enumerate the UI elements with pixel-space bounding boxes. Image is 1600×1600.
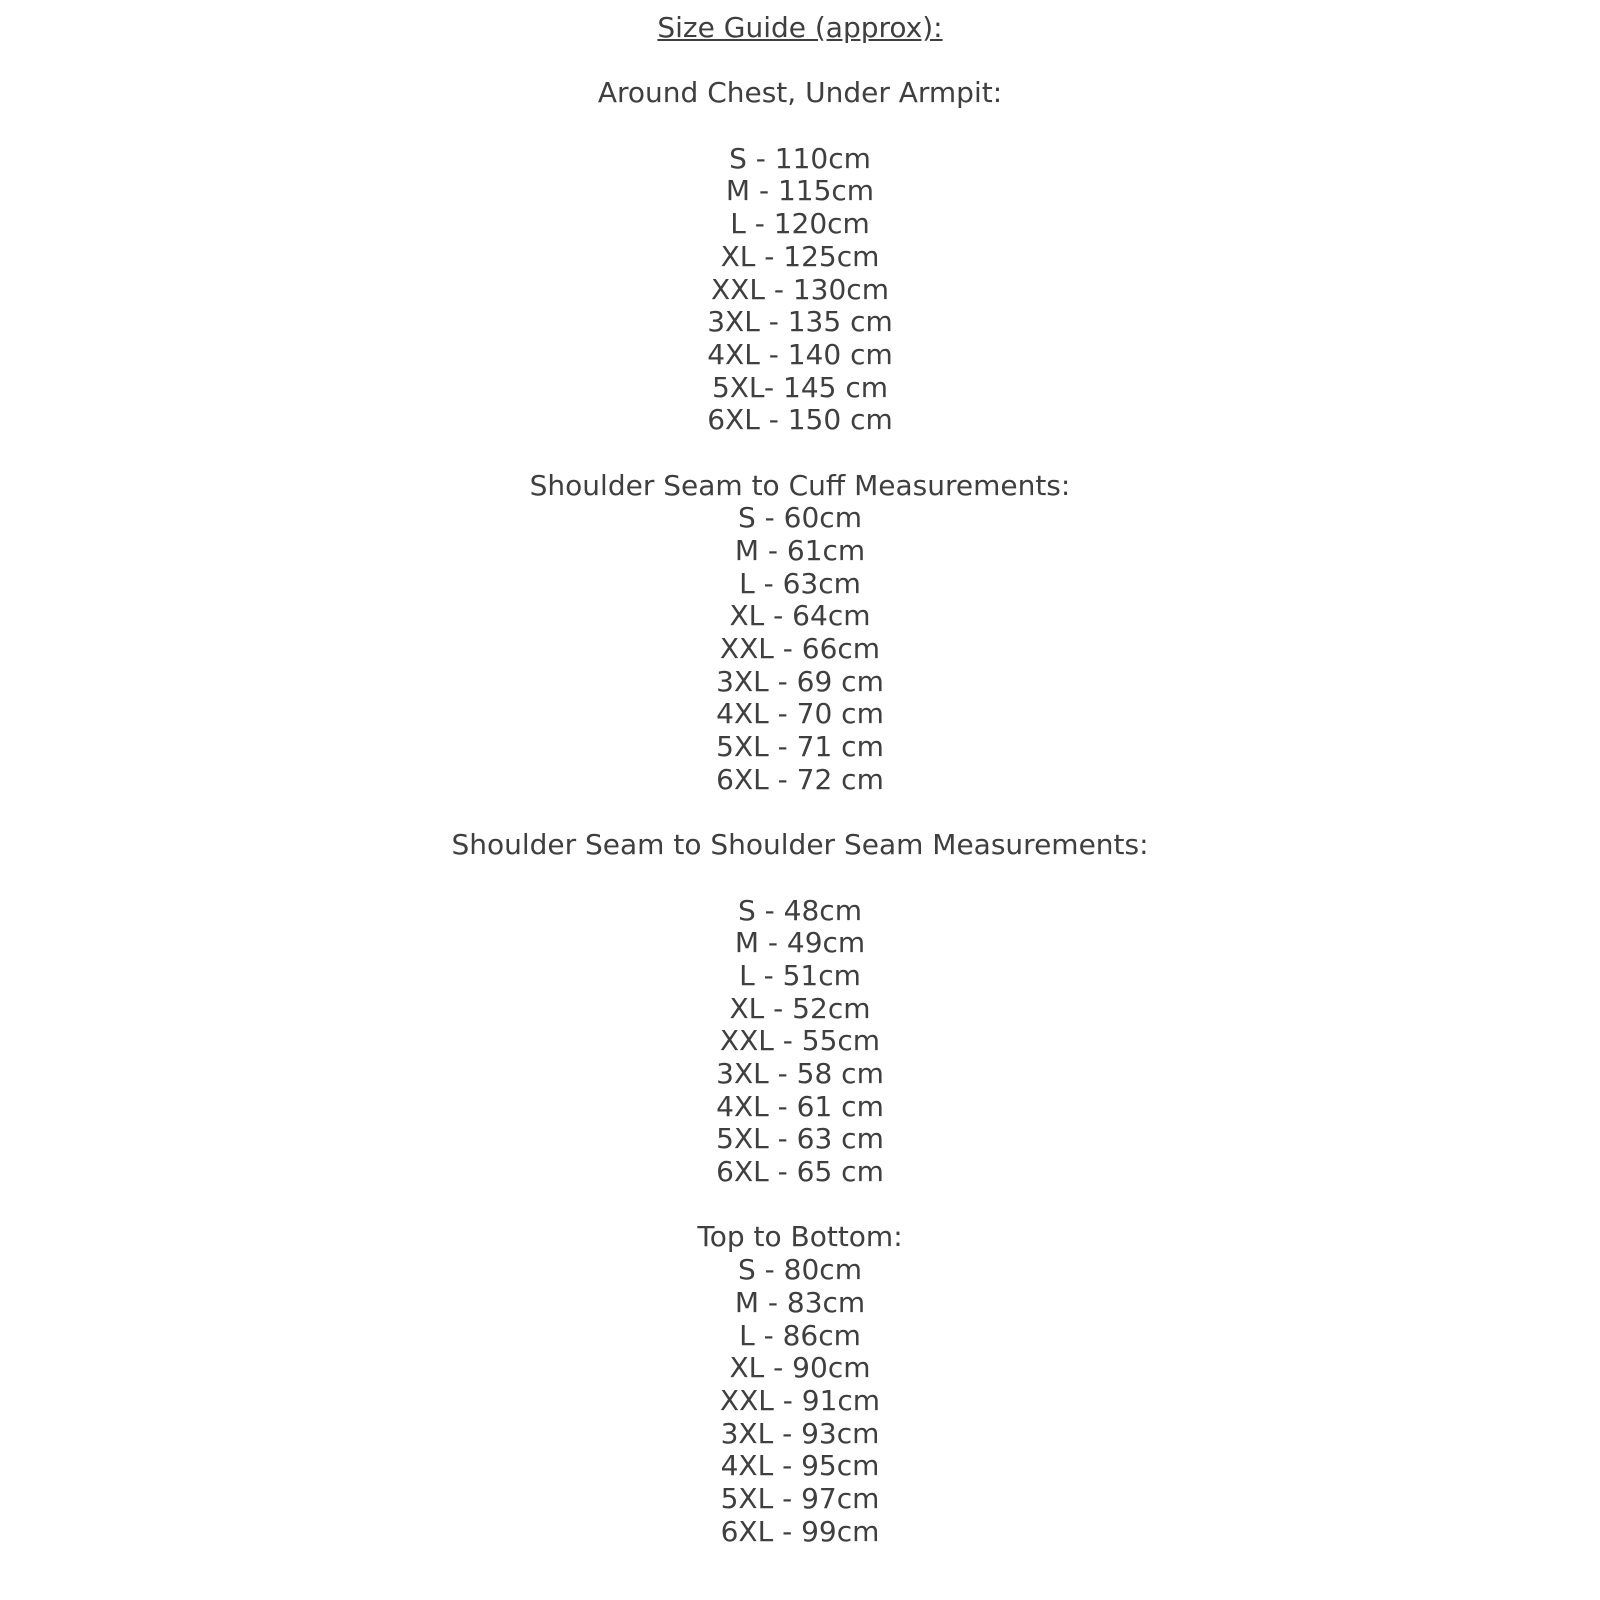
size-item: 5XL - 97cm [720, 1481, 880, 1515]
size-item: 5XL- 145 cm [711, 370, 889, 404]
size-item: L - 120cm [730, 207, 870, 241]
size-guide-title: Size Guide (approx): [657, 11, 943, 44]
size-item: S - 48cm [738, 893, 862, 927]
spacer-line [52, 797, 1548, 830]
size-item: XL - 90cm [729, 1351, 871, 1385]
section-heading-around-chest: Around Chest, Under Armpit: [597, 76, 1003, 110]
size-item: XL - 64cm [729, 599, 871, 633]
size-item: XL - 125cm [720, 239, 880, 273]
size-item: 6XL - 99cm [720, 1514, 880, 1548]
section-heading-top-to-bottom: Top to Bottom: [697, 1220, 903, 1254]
size-item: XL - 52cm [729, 991, 871, 1025]
size-item: 3XL - 69 cm [716, 664, 884, 698]
size-item: M - 61cm [734, 534, 866, 567]
size-item: L - 86cm [739, 1318, 861, 1352]
spacer-line [52, 45, 1548, 78]
size-item: M - 115cm [725, 174, 875, 208]
size-item: M - 49cm [734, 926, 866, 960]
spacer-line [52, 862, 1548, 895]
spacer-line [52, 437, 1548, 470]
size-item: 3XL - 58 cm [716, 1057, 884, 1090]
size-item: L - 51cm [739, 958, 861, 992]
size-item: XXL - 130cm [711, 272, 889, 306]
size-item: M - 83cm [734, 1285, 866, 1319]
section-heading-seam-to-cuff: Shoulder Seam to Cuff Measurements: [529, 468, 1071, 502]
size-item: 5XL - 71 cm [716, 730, 884, 764]
size-item: XXL - 55cm [719, 1024, 881, 1058]
size-item: 6XL - 150 cm [707, 403, 893, 437]
size-item: L - 63cm [739, 566, 861, 600]
size-item: 5XL - 63 cm [716, 1122, 884, 1156]
size-item: 6XL - 72 cm [716, 762, 884, 796]
size-item: XXL - 91cm [719, 1383, 881, 1417]
size-guide-document [52, 0, 1548, 1548]
size-item: XXL - 66cm [719, 632, 881, 666]
size-item: 3XL - 93cm [720, 1416, 880, 1450]
size-item: 4XL - 95cm [720, 1449, 880, 1483]
size-item: 4XL - 61 cm [716, 1089, 884, 1123]
size-item: 4XL - 70 cm [716, 697, 884, 731]
size-item: 3XL - 135 cm [707, 305, 893, 339]
size-item: S - 80cm [738, 1253, 862, 1287]
spacer-line [52, 1189, 1548, 1222]
size-item: 6XL - 65 cm [716, 1155, 884, 1189]
size-item: S - 110cm [729, 141, 871, 175]
spacer-line [52, 110, 1548, 143]
size-item: 4XL - 140 cm [707, 337, 893, 371]
section-heading-seam-to-seam: Shoulder Seam to Shoulder Seam Measurements: [451, 828, 1149, 862]
size-item: S - 60cm [738, 501, 862, 535]
